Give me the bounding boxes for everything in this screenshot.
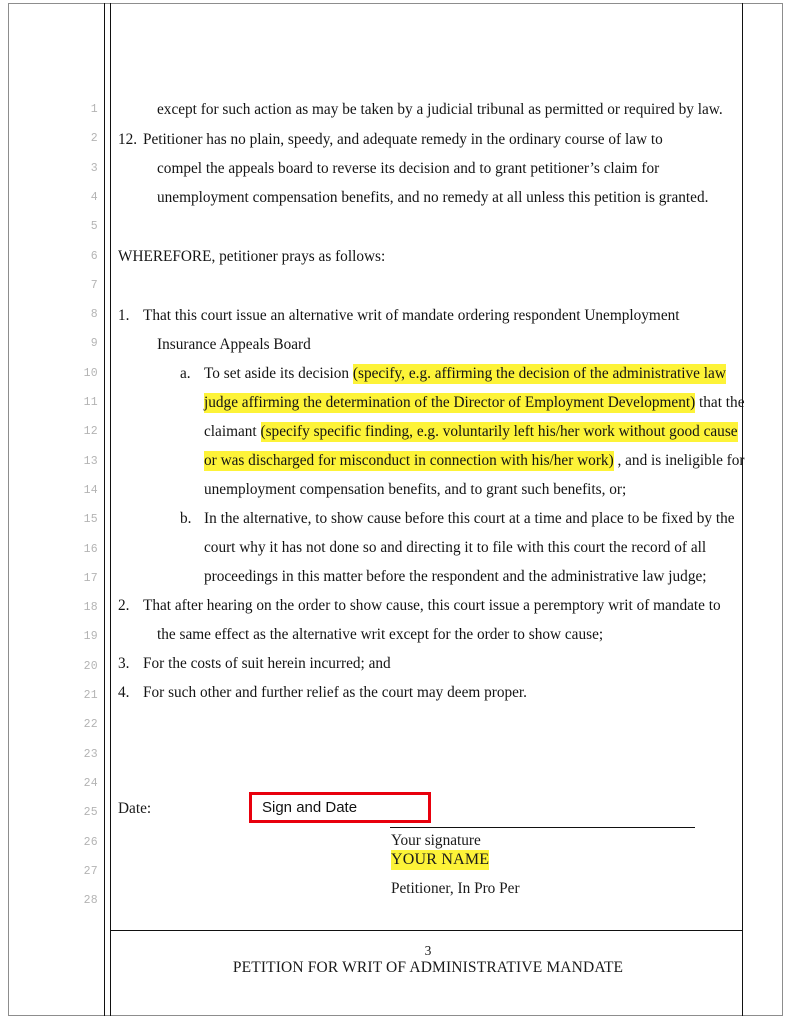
prayer-item-1b-line-1: [118, 511, 792, 526]
prayer-item-1a-text-plain-2: that the: [695, 394, 745, 411]
sign-and-date-annotation-box[interactable]: [249, 792, 431, 823]
prayer-item-1a-line-5: unemployment compensation benefits, and to grant such benefits, or;: [204, 481, 627, 498]
line-number-15: 15: [83, 513, 98, 527]
highlight-specify-4: or was discharged for misconduct in connection with his/her work): [204, 452, 614, 469]
list-item-12-line-2: compel the appeals board to reverse its decision and to grant petitioner’s claim for: [157, 160, 660, 177]
line-number-18: 18: [83, 601, 98, 615]
list-item-12-line-1: [118, 132, 738, 147]
line-number-7: 7: [90, 278, 98, 292]
list-item-12-text-1: Petitioner has no plain, speedy, and adequate remedy in the ordinary course of law to: [143, 131, 663, 148]
highlight-specify-1: (specify, e.g. affirming the decision of the administrative law: [352, 365, 726, 382]
prayer-item-1-text-1: That this court issue an alternative writ of mandate ordering respondent Unemployment: [143, 307, 680, 324]
date-label: Date:: [118, 800, 152, 817]
your-name-placeholder: [391, 852, 489, 868]
pleading-rule-inner: [110, 3, 111, 1016]
pleading-rule-outer: [104, 3, 105, 1016]
line-number-9: 9: [90, 337, 98, 351]
line-number-14: 14: [83, 483, 98, 497]
wherefore-clause: WHEREFORE, petitioner prays as follows:: [118, 248, 386, 265]
prayer-item-1a-text-plain-1: To set aside its decision: [204, 365, 353, 382]
list-marker-12: 12.: [118, 131, 138, 148]
signature-line: [390, 827, 695, 828]
line-number-26: 26: [83, 835, 98, 849]
highlight-specify-3: (specify specific finding, e.g. voluntarily left his/her work without good cause: [260, 423, 738, 440]
list-marker-1: 1.: [118, 307, 130, 324]
prayer-item-1b-line-2: court why it has not done so and directing it to file with this court the record of all: [204, 539, 707, 556]
line-number-28: 28: [83, 894, 98, 908]
highlight-your-name: YOUR NAME: [391, 851, 490, 868]
highlight-specify-2: judge affirming the determination of the Director of Employment Development): [204, 394, 696, 411]
sign-and-date-annotation-text: Sign and Date: [262, 799, 358, 816]
prayer-item-3-line-1: [118, 656, 738, 671]
line-number-22: 22: [83, 718, 98, 732]
line-number-2: 2: [90, 132, 98, 146]
document-body: [118, 0, 745, 1024]
prayer-item-1a-text-plain-4: , and is ineligible for: [613, 452, 745, 469]
line-number-24: 24: [83, 776, 98, 790]
prayer-item-4-text-1: For such other and further relief as the court may deem proper.: [143, 684, 527, 701]
list-marker-3: 3.: [118, 655, 130, 672]
line-number-6: 6: [90, 249, 98, 263]
prayer-item-2-line-1: [118, 598, 738, 613]
line-number-23: 23: [83, 747, 98, 761]
line-number-13: 13: [83, 454, 98, 468]
list-marker-b: b.: [180, 510, 192, 527]
line-number-16: 16: [83, 542, 98, 556]
line-number-19: 19: [83, 630, 98, 644]
paragraph-11-continuation: except for such action as may be taken by a judicial tribunal as permitted or required by law.: [157, 101, 723, 118]
prayer-item-1b-line-3: proceedings in this matter before the respondent and the administrative law judge;: [204, 568, 707, 585]
line-number-3: 3: [90, 161, 98, 175]
list-marker-4: 4.: [118, 684, 130, 701]
prayer-item-1a-line-4: [118, 453, 792, 468]
list-marker-2: 2.: [118, 597, 130, 614]
your-signature-caption: Your signature: [391, 832, 481, 849]
prayer-item-2-line-2: the same effect as the alternative writ except for the order to show cause;: [157, 626, 604, 643]
prayer-item-1a-line-1: [118, 366, 792, 381]
prayer-item-1a-text-plain-3: claimant: [204, 423, 261, 440]
line-number-25: 25: [83, 806, 98, 820]
line-number-20: 20: [83, 659, 98, 673]
line-number-27: 27: [83, 864, 98, 878]
line-number-11: 11: [83, 396, 98, 409]
prayer-item-4-line-1: [118, 685, 738, 700]
line-number-10: 10: [83, 366, 98, 380]
line-number-gutter: [0, 0, 98, 1024]
line-number-21: 21: [83, 689, 98, 702]
line-number-8: 8: [90, 308, 98, 322]
footer-document-title: PETITION FOR WRIT OF ADMINISTRATIVE MANDATE: [232, 959, 624, 976]
footer-page-number: 3: [424, 943, 432, 958]
line-number-1: 1: [90, 103, 98, 116]
petitioner-caption: Petitioner, In Pro Per: [391, 880, 520, 897]
line-number-12: 12: [83, 425, 98, 439]
prayer-item-1-line-1: [118, 308, 738, 323]
line-number-5: 5: [90, 220, 98, 234]
prayer-item-1a-line-2: [118, 395, 792, 410]
list-marker-a: a.: [180, 365, 191, 382]
line-number-17: 17: [83, 571, 98, 585]
pleading-rule-right: [742, 3, 743, 1016]
prayer-item-1a-line-3: [118, 424, 792, 439]
prayer-item-1-line-2: Insurance Appeals Board: [157, 336, 311, 353]
line-number-4: 4: [90, 190, 98, 204]
prayer-item-3-text-1: For the costs of suit herein incurred; and: [143, 655, 391, 672]
prayer-item-1b-text-1: In the alternative, to show cause before this court at a time and place to be fixed by the: [204, 510, 735, 527]
list-item-12-line-3: unemployment compensation benefits, and no remedy at all unless this petition is granted.: [157, 189, 709, 206]
prayer-item-2-text-1: That after hearing on the order to show cause, this court issue a peremptory writ of mandate to: [143, 597, 721, 614]
